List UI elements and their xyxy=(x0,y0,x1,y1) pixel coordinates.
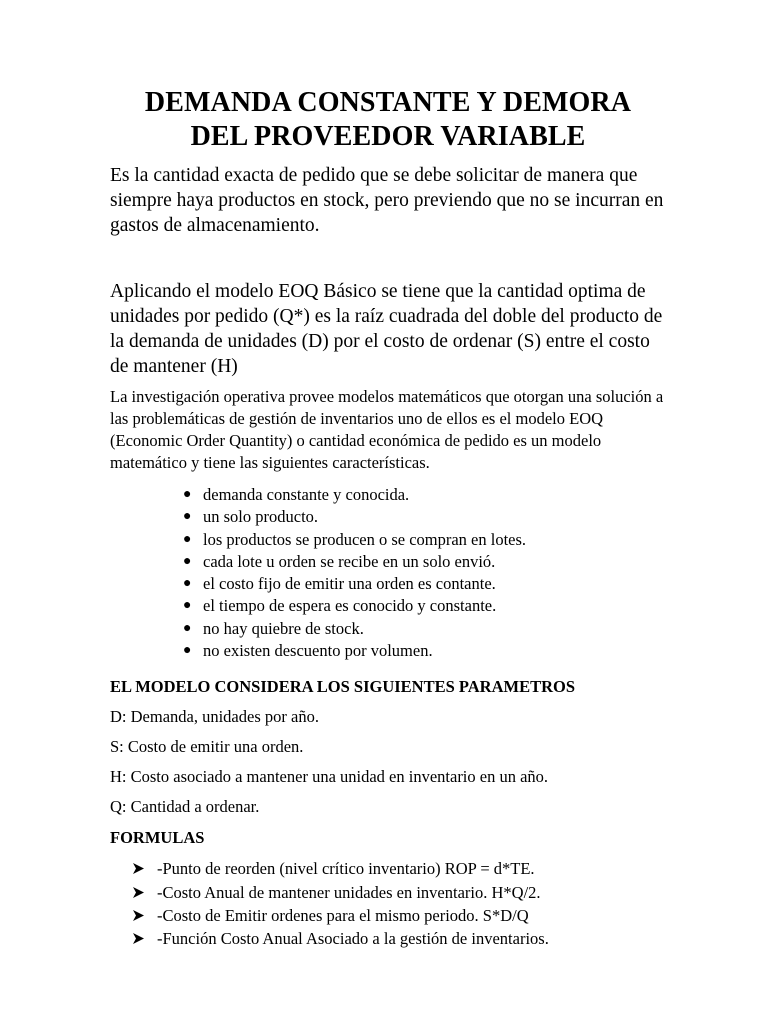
document-title xyxy=(110,86,666,154)
formula-text: -Costo Anual de mantener unidades en inventario. H*Q/2. xyxy=(157,882,541,902)
bullet-dot-icon: ● xyxy=(183,531,192,547)
research-paragraph: La investigación operativa provee modelos matemáticos que otorgan una solución a las problemáticas de gestión de inventarios uno de ellos es el modelo EOQ (Economic Order Quantity) o cantidad económica de pedido es un modelo matemático y tiene las siguientes características. xyxy=(110,387,664,472)
arrowhead-bullet-icon xyxy=(132,862,145,875)
list-item xyxy=(182,529,666,551)
arrowhead-bullet-icon xyxy=(132,909,145,922)
formula-item xyxy=(132,857,666,880)
bullet-dot-icon: ● xyxy=(183,509,192,525)
bullet-dot-icon: ● xyxy=(183,620,192,636)
list-item-text: los productos se producen o se compran en lotes. xyxy=(203,529,527,549)
formula-text: -Costo de Emitir ordenes para el mismo periodo. S*D/Q xyxy=(157,905,529,925)
list-item-text: no hay quiebre de stock. xyxy=(203,618,364,638)
list-item xyxy=(182,551,666,573)
parameter-s: S: Costo de emitir una orden. xyxy=(110,737,304,757)
list-item xyxy=(182,640,666,662)
list-item xyxy=(182,595,666,617)
bullet-dot-icon: ● xyxy=(183,598,192,614)
list-item xyxy=(182,573,666,595)
document-page xyxy=(110,86,666,951)
title-line-2: DEL PROVEEDOR VARIABLE xyxy=(190,121,586,152)
list-item-text: no existen descuento por volumen. xyxy=(203,641,433,661)
formula-item xyxy=(132,881,666,904)
list-item-text: cada lote u orden se recibe en un solo envió. xyxy=(203,551,496,571)
formula-text: -Punto de reorden (nivel crítico inventario) ROP = d*TE. xyxy=(157,859,535,879)
formulas-heading: FORMULAS xyxy=(110,828,205,848)
formulas-list xyxy=(110,857,666,950)
bullet-dot-icon: ● xyxy=(183,576,192,592)
eoq-paragraph: Aplicando el modelo EOQ Básico se tiene que la cantidad optima de unidades por pedido (Q*) es la raíz cuadrada del doble del producto de la demanda de unidades (D) por el costo de ordenar (S) entre el costo de mantener (H) xyxy=(110,281,663,377)
parameter-h: H: Costo asociado a mantener una unidad en inventario en un año. xyxy=(110,767,549,787)
bullet-dot-icon: ● xyxy=(183,643,192,659)
arrowhead-bullet-icon xyxy=(132,886,145,899)
parameter-q: Q: Cantidad a ordenar. xyxy=(110,797,260,817)
list-item-text: demanda constante y conocida. xyxy=(203,485,410,504)
list-item-text: el tiempo de espera es conocido y constante. xyxy=(203,596,497,616)
parameter-d: D: Demanda, unidades por año. xyxy=(110,707,319,727)
bullet-dot-icon: ● xyxy=(183,553,192,569)
list-item-text: un solo producto. xyxy=(203,507,319,527)
title-line-1: DEMANDA CONSTANTE Y DEMORA xyxy=(144,87,632,118)
formula-text: -Función Costo Anual Asociado a la gestión de inventarios. xyxy=(157,929,549,949)
list-item-text: el costo fijo de emitir una orden es contante. xyxy=(203,574,496,594)
list-item xyxy=(182,618,666,640)
list-item xyxy=(182,484,666,506)
intro-paragraph: Es la cantidad exacta de pedido que se debe solicitar de manera que siempre haya productos en stock, pero previendo que no se incurran en gastos de almacenamiento. xyxy=(110,165,664,236)
characteristics-list xyxy=(110,484,666,662)
bullet-dot-icon: ● xyxy=(183,487,192,502)
formula-item xyxy=(132,927,666,950)
list-item xyxy=(182,506,666,528)
arrowhead-bullet-icon xyxy=(132,932,145,945)
parameters-heading: EL MODELO CONSIDERA LOS SIGUIENTES PARAMETROS xyxy=(110,677,576,697)
formula-item xyxy=(132,904,666,927)
